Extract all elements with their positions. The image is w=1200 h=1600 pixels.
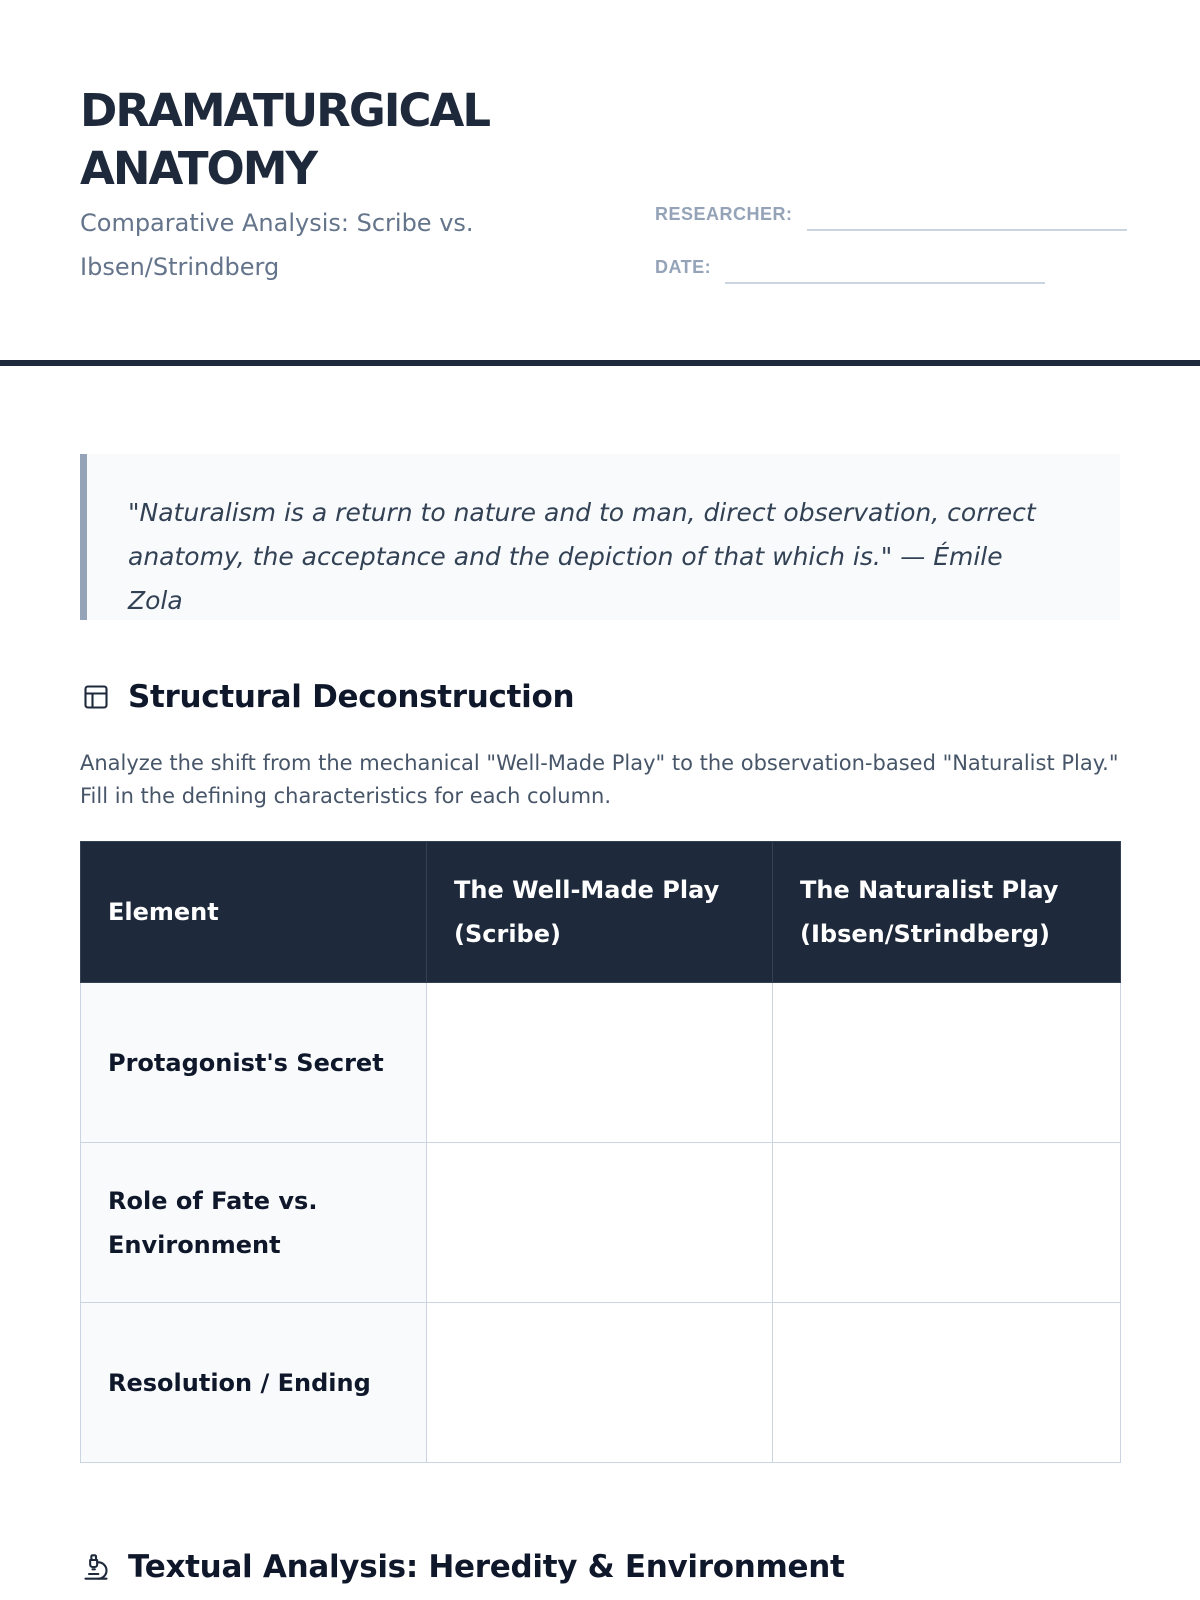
cell-well-made-resolution-ending[interactable] bbox=[427, 1303, 773, 1463]
cell-naturalist-resolution-ending[interactable] bbox=[773, 1303, 1121, 1463]
page-subtitle: Comparative Analysis: Scribe vs. Ibsen/Strindberg bbox=[80, 209, 474, 281]
cell-naturalist-fate-vs-environment[interactable] bbox=[773, 1143, 1121, 1303]
researcher-input-line[interactable] bbox=[807, 196, 1127, 231]
table-header-row bbox=[81, 842, 1121, 983]
microscope-icon bbox=[80, 1551, 112, 1583]
section-heading-structural bbox=[80, 675, 574, 719]
cell-naturalist-protagonists-secret[interactable] bbox=[773, 983, 1121, 1143]
column-header-element: Element bbox=[81, 842, 427, 983]
section-title: Structural Deconstruction bbox=[128, 679, 575, 715]
row-label-resolution-ending: Resolution / Ending bbox=[81, 1303, 427, 1463]
cell-well-made-protagonists-secret[interactable] bbox=[427, 983, 773, 1143]
section-heading-textual-analysis bbox=[80, 1545, 845, 1589]
layout-icon bbox=[80, 681, 112, 713]
table-row bbox=[81, 983, 1121, 1143]
section-title: Textual Analysis: Heredity & Environment bbox=[128, 1549, 845, 1585]
researcher-label: RESEARCHER: bbox=[655, 204, 793, 224]
page-header bbox=[0, 0, 1200, 366]
column-header-well-made-play: The Well-Made Play (Scribe) bbox=[427, 842, 773, 983]
page-title: DRAMATURGICAL ANATOMY bbox=[80, 84, 490, 195]
quote-text: "Naturalism is a return to nature and to man, direct observation, correct anatomy, the acceptance and the depiction of that which is." — Émile Zola bbox=[128, 498, 1036, 615]
zola-quote-block bbox=[80, 454, 1120, 620]
section-description: Analyze the shift from the mechanical "Well-Made Play" to the observation-based "Naturalist Play." Fill in the defining characteristics for each column. bbox=[80, 751, 1119, 808]
comparison-table bbox=[80, 841, 1121, 1463]
date-input-line[interactable] bbox=[725, 249, 1045, 284]
date-label: DATE: bbox=[655, 257, 712, 277]
researcher-field bbox=[655, 196, 1127, 231]
row-label-protagonists-secret: Protagonist's Secret bbox=[81, 983, 427, 1143]
row-label-fate-vs-environment: Role of Fate vs. Environment bbox=[81, 1143, 427, 1303]
cell-well-made-fate-vs-environment[interactable] bbox=[427, 1143, 773, 1303]
date-field bbox=[655, 249, 1045, 284]
column-header-naturalist-play: The Naturalist Play (Ibsen/Strindberg) bbox=[773, 842, 1121, 983]
table-row bbox=[81, 1143, 1121, 1303]
table-row bbox=[81, 1303, 1121, 1463]
